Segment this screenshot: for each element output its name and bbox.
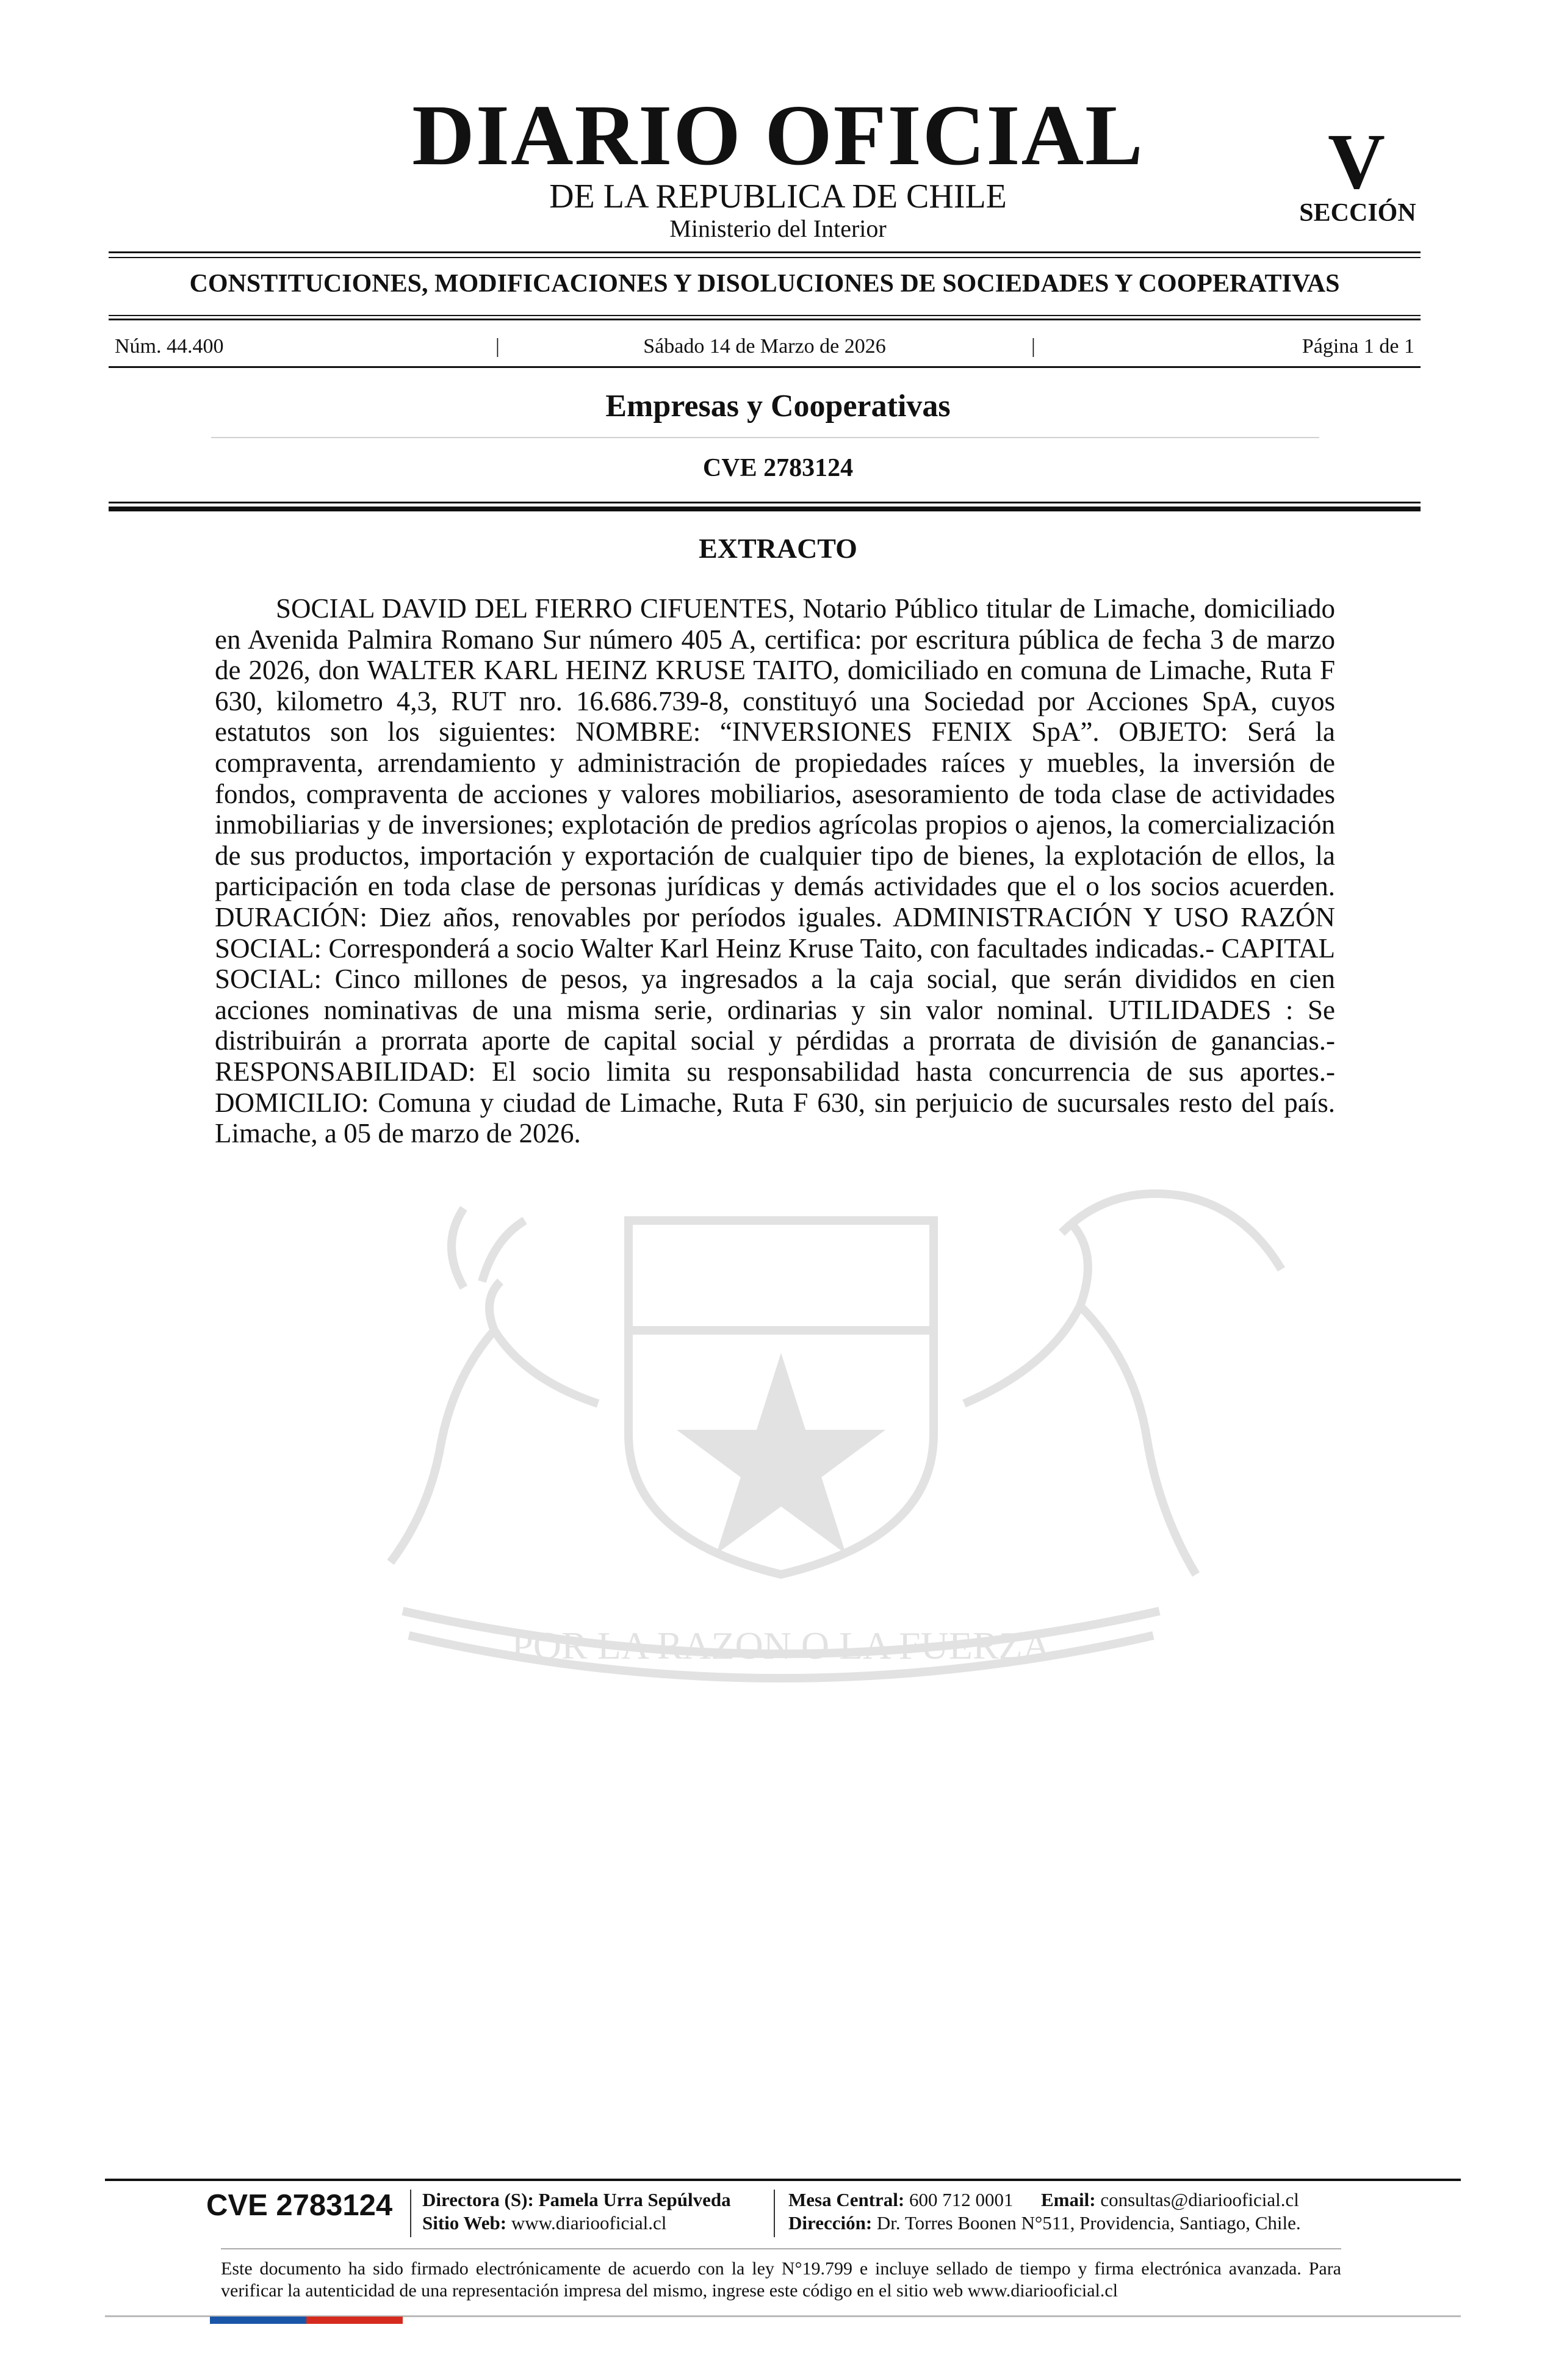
cve-code: CVE 2783124 [702,454,854,482]
section-title: Empresas y Cooperativas [605,389,951,424]
director-line [422,2188,731,2212]
section-banner: CONSTITUCIONES, MODIFICACIONES Y DISOLUCIONES DE SOCIEDADES Y COOPERATIVAS [189,270,1340,298]
issue-date: Sábado 14 de Marzo de 2026 [643,335,886,358]
masthead-rule-bottom [109,257,1421,258]
email-link[interactable]: consultas@diariooficial.cl [1100,2189,1299,2210]
section-divider [211,437,1319,438]
director-name: Pamela Urra Sepúlveda [538,2189,731,2210]
email-label: Email: [1041,2189,1096,2210]
extract-body: SOCIAL DAVID DEL FIERRO CIFUENTES, Notario Público titular de Limache, domiciliado en Avenida Palmira Romano Sur número 405 A, certifica: por escritura pública de fecha 3 de marzo de 2026, don WALTER KARL HEINZ KRUSE TAITO, domiciliado en comuna de Limache, Ruta F 630, kilometro 4,3, RUT nro. 16.686.739-8, constituyó una Sociedad por Acciones SpA, cuyos estatutos son los siguientes: NOMBRE: “INVERSIONES FENIX SpA”. OBJETO: Será la compraventa, arrendamiento y administración de propiedades raíces y muebles, la inversión de fondos, compraventa de acciones y valores mobiliarios, asesoramiento de toda clase de actividades inmobiliarias y de inversiones; explotación de predios agrícolas propios o ajenos, la comercialización de sus productos, importación y exportación de cualquier tipo de bienes, la explotación de ellos, la participación en toda clase de personas jurídicas y demás actividades que el o los socios acuerden. DURACIÓN: Diez años, renovables por períodos iguales. ADMINISTRACIÓN Y USO RAZÓN SOCIAL: Corresponderá a socio Walter Karl Heinz Kruse Taito, con facultades indicadas.- CAPITAL SOCIAL: Cinco millones de pesos, ya ingresados a la caja social, que serán divididos en cien acciones nominativas de una misma serie, ordinarias y sin valor nominal. UTILIDADES : Se distribuirán a prorrata aporte de capital social y pérdidas a prorrata de división de ganancias.-RESPONSABILIDAD: El socio limita su responsabilidad hasta concurrencia de sus aportes.- DOMICILIO: Comuna y ciudad de Limache, Ruta F 630, sin perjuicio de sucursales resto del país. Limache, a 05 de marzo de 2026. [215,593,1335,1149]
footer-note-rule [221,2248,1341,2249]
address-value: Dr. Torres Boonen N°511, Providencia, Santiago, Chile. [876,2212,1301,2234]
phone-label: Mesa Central: [788,2189,905,2210]
signature-note: Este documento ha sido firmado electrónicamente de acuerdo con la ley N°19.799 e incluye sellado de tiempo y firma electrónica avanzada. Para verificar la autenticidad de una representación impresa del mismo, ingrese este código en el sitio web www.diariooficial.cl [221,2259,1341,2301]
issue-number: Núm. 44.400 [115,335,224,358]
masthead-rule-top [109,251,1421,253]
website-label: Sitio Web: [422,2212,507,2234]
banner-rule-top [109,315,1421,316]
footer-rule [105,2179,1461,2181]
content-rule-thick [109,502,1421,503]
footer-contact-right [788,2188,1301,2235]
coat-of-arms-watermark [207,1147,1355,1684]
section-letter: V [1328,118,1385,206]
address-line [788,2212,1301,2235]
banner-rule-bottom [109,319,1421,320]
extract-heading: EXTRACTO [699,533,857,564]
section-label: SECCIÓN [1299,199,1416,227]
phone-number: 600 712 0001 [909,2189,1014,2210]
footer-divider [410,2190,411,2237]
address-label: Dirección: [788,2212,873,2234]
newspaper-subtitle: DE LA REPUBLICA DE CHILE [549,178,1007,215]
website-line [422,2212,731,2235]
issue-rule [109,366,1421,368]
ministry-label: Ministerio del Interior [669,215,887,242]
content-rule-thin [109,507,1421,511]
flag-stripe-red [306,2317,403,2324]
flag-stripe-blue [210,2317,306,2324]
phone-email-line [788,2188,1301,2212]
website-link[interactable]: www.diariooficial.cl [511,2212,667,2234]
footer-divider [774,2190,775,2237]
issue-info-row [115,334,1414,359]
newspaper-title: DIARIO OFICIAL [412,87,1144,183]
director-label: Directora (S): [422,2189,534,2210]
issue-separator: | [1031,335,1036,358]
issue-separator: | [495,335,500,358]
footer-contact-left [422,2188,731,2235]
page-indicator: Página 1 de 1 [1302,335,1414,358]
footer-cve-code: CVE 2783124 [206,2189,393,2222]
masthead [0,0,1556,250]
watermark-motto: POR LA RAZON O LA FUERZA [511,1624,1051,1667]
